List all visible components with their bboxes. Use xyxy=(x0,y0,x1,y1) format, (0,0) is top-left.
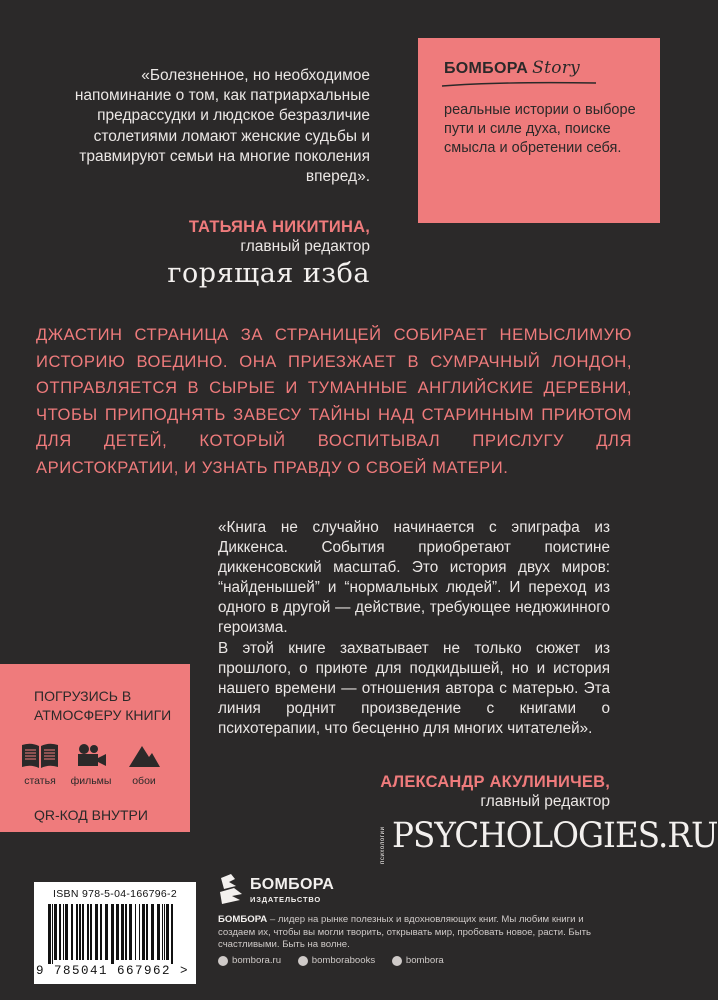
barcode-bar xyxy=(166,904,169,960)
barcode-digits: 9 785041 667962 > xyxy=(36,964,190,978)
barcode-bar xyxy=(116,904,119,960)
barcode-bar xyxy=(151,904,154,960)
psychologies-logo: PSYCHOLOGIES.RU xyxy=(392,816,718,856)
mountain-icon xyxy=(127,742,161,770)
goryashchaya-izba-logo: горящая изба xyxy=(167,258,370,289)
barcode-bar xyxy=(125,904,127,960)
barcode-bar xyxy=(63,904,64,960)
quote-akulinichev xyxy=(218,518,610,739)
barcode-bar xyxy=(95,904,98,960)
globe-icon xyxy=(218,956,228,966)
qr-item-label: обои xyxy=(132,775,156,787)
qr-item-article xyxy=(16,742,64,787)
synopsis: ДЖАСТИН СТРАНИЦА ЗА СТРАНИЦЕЙ СОБИРАЕТ НЕМЫСЛИМУЮ ИСТОРИЮ ВОЕДИНО. ОНА ПРИЕЗЖАЕТ В СУМРАЧНЫЙ ЛОНДОН, ОТПРАВЛЯЕТСЯ В СЫРЫЕ И ТУМАННЫЕ АНГЛИЙСКИЕ ДЕРЕВНИ, ЧТОБЫ ПРИПОДНЯТЬ ЗАВЕСУ ТАЙНЫ НАД СТАРИННЫМ ПРИЮТОМ ДЛЯ ДЕТЕЙ, КОТОРЫЙ ВОСПИТЫВАЛ ПРИСЛУГУ ДЛЯ АРИСТОКРАТИИ, И УЗНАТЬ ПРАВДУ О СВОЕЙ МАТЕРИ. xyxy=(36,325,632,477)
psychologies-logo-small xyxy=(380,824,392,864)
barcode-bar xyxy=(71,904,73,960)
barcode-bars-icon xyxy=(46,904,186,964)
barcode-bar xyxy=(129,904,132,960)
book-icon xyxy=(20,742,60,770)
qr-item-label: статья xyxy=(24,775,56,787)
barcode-bar xyxy=(105,904,108,960)
barcode-bar xyxy=(76,904,78,960)
link-vk[interactable] xyxy=(298,955,375,966)
barcode-bar xyxy=(52,904,53,964)
qr-item-label: фильмы xyxy=(70,775,112,787)
link-telegram-text: bombora xyxy=(405,955,444,966)
publisher-links xyxy=(218,955,618,969)
story-brand-name: БОМБОРА xyxy=(444,60,529,77)
link-vk-text: bomborabooks xyxy=(311,955,376,966)
story-description: реальные истории о выборе пути и силе духа, поиске смысла и обретении себя. xyxy=(444,102,636,156)
publisher-subtitle: ИЗДАТЕЛЬСТВО xyxy=(250,895,321,904)
camera-icon xyxy=(74,742,108,770)
barcode-bar xyxy=(111,904,114,964)
barcode xyxy=(34,882,196,984)
story-underline-icon xyxy=(440,79,598,89)
barcode-bar xyxy=(164,904,165,960)
bombora-logo-icon xyxy=(218,872,246,906)
publisher-desc-name: БОМБОРА xyxy=(218,914,268,925)
barcode-bar xyxy=(79,904,81,960)
story-brand xyxy=(444,58,580,78)
barcode-bar xyxy=(162,904,163,960)
barcode-bar xyxy=(65,904,68,960)
story-panel xyxy=(418,38,660,223)
barcode-bar xyxy=(100,904,102,960)
barcode-bar xyxy=(54,904,57,960)
barcode-bar xyxy=(48,904,51,964)
quote-paragraph-1: «Книга не случайно начинается с эпиграфа из Диккенса. События приобретают поистине диккенсовский масштаб. Это история двух миров: “найденышей” и “нормальных людей”. И переход из одного в другой — действие, требующее недюжинного героизма. xyxy=(218,519,610,637)
publisher-description xyxy=(218,914,618,952)
barcode-bar xyxy=(82,904,84,960)
psychologies-logo-small-text: психологии xyxy=(380,826,386,864)
isbn-text: ISBN 978-5-04-166796-2 xyxy=(53,888,177,900)
qr-code-inside-text: QR-КОД ВНУТРИ xyxy=(34,807,148,823)
barcode-bar xyxy=(139,904,140,960)
quote-author-akulinichev: АЛЕКСАНДР АКУЛИНИЧЕВ, xyxy=(380,773,610,791)
barcode-bar xyxy=(121,904,124,960)
story-brand-word: Story xyxy=(532,58,581,78)
quote-author-role-akulinichev: главный редактор xyxy=(480,793,610,810)
barcode-bar xyxy=(90,904,92,960)
qr-panel-title: ПОГРУЗИСЬ В АТМОСФЕРУ КНИГИ xyxy=(34,688,172,723)
quote-author-nikitina: ТАТЬЯНА НИКИТИНА, xyxy=(188,218,370,236)
barcode-bar xyxy=(157,904,160,960)
qr-item-films xyxy=(67,742,115,787)
publisher-name: БОМБОРА xyxy=(250,876,335,893)
barcode-bar xyxy=(171,904,173,964)
publisher-desc-text: – лидер на рынке полезных и вдохновляющих книг. Мы любим книги и создаем их, чтобы вы могли творить, открывать мир, пробовать новое, расти. Быть счастливыми. Быть на волне. xyxy=(218,914,592,950)
link-website[interactable] xyxy=(218,955,281,966)
quote-author-role-nikitina: главный редактор xyxy=(240,238,370,255)
vk-icon xyxy=(298,956,308,966)
barcode-bar xyxy=(146,904,148,960)
quote-nikitina: «Болезненное, но необходимое напоминание о том, как патриархальные предрассудки и людское безразличие столетиями ломают женские судьбы и травмируют семьи на многие поколения вперед». xyxy=(74,67,370,186)
barcode-bar xyxy=(135,904,136,960)
barcode-bar xyxy=(87,904,89,960)
quote-paragraph-2: В этой книге захватывает не только сюжет из прошлого, о приюте для подкидышей, но и история нашего времени — отношения автора с матерью. Эта линия роднит произведение с книгами о психотерапии, что бесценно для многих читателей». xyxy=(218,639,610,737)
qr-item-wallpapers xyxy=(120,742,168,787)
qr-panel xyxy=(0,664,190,832)
barcode-bar xyxy=(142,904,145,960)
link-website-text: bombora.ru xyxy=(232,955,282,966)
link-telegram[interactable] xyxy=(392,955,444,966)
telegram-icon xyxy=(392,956,402,966)
barcode-bar xyxy=(59,904,61,960)
